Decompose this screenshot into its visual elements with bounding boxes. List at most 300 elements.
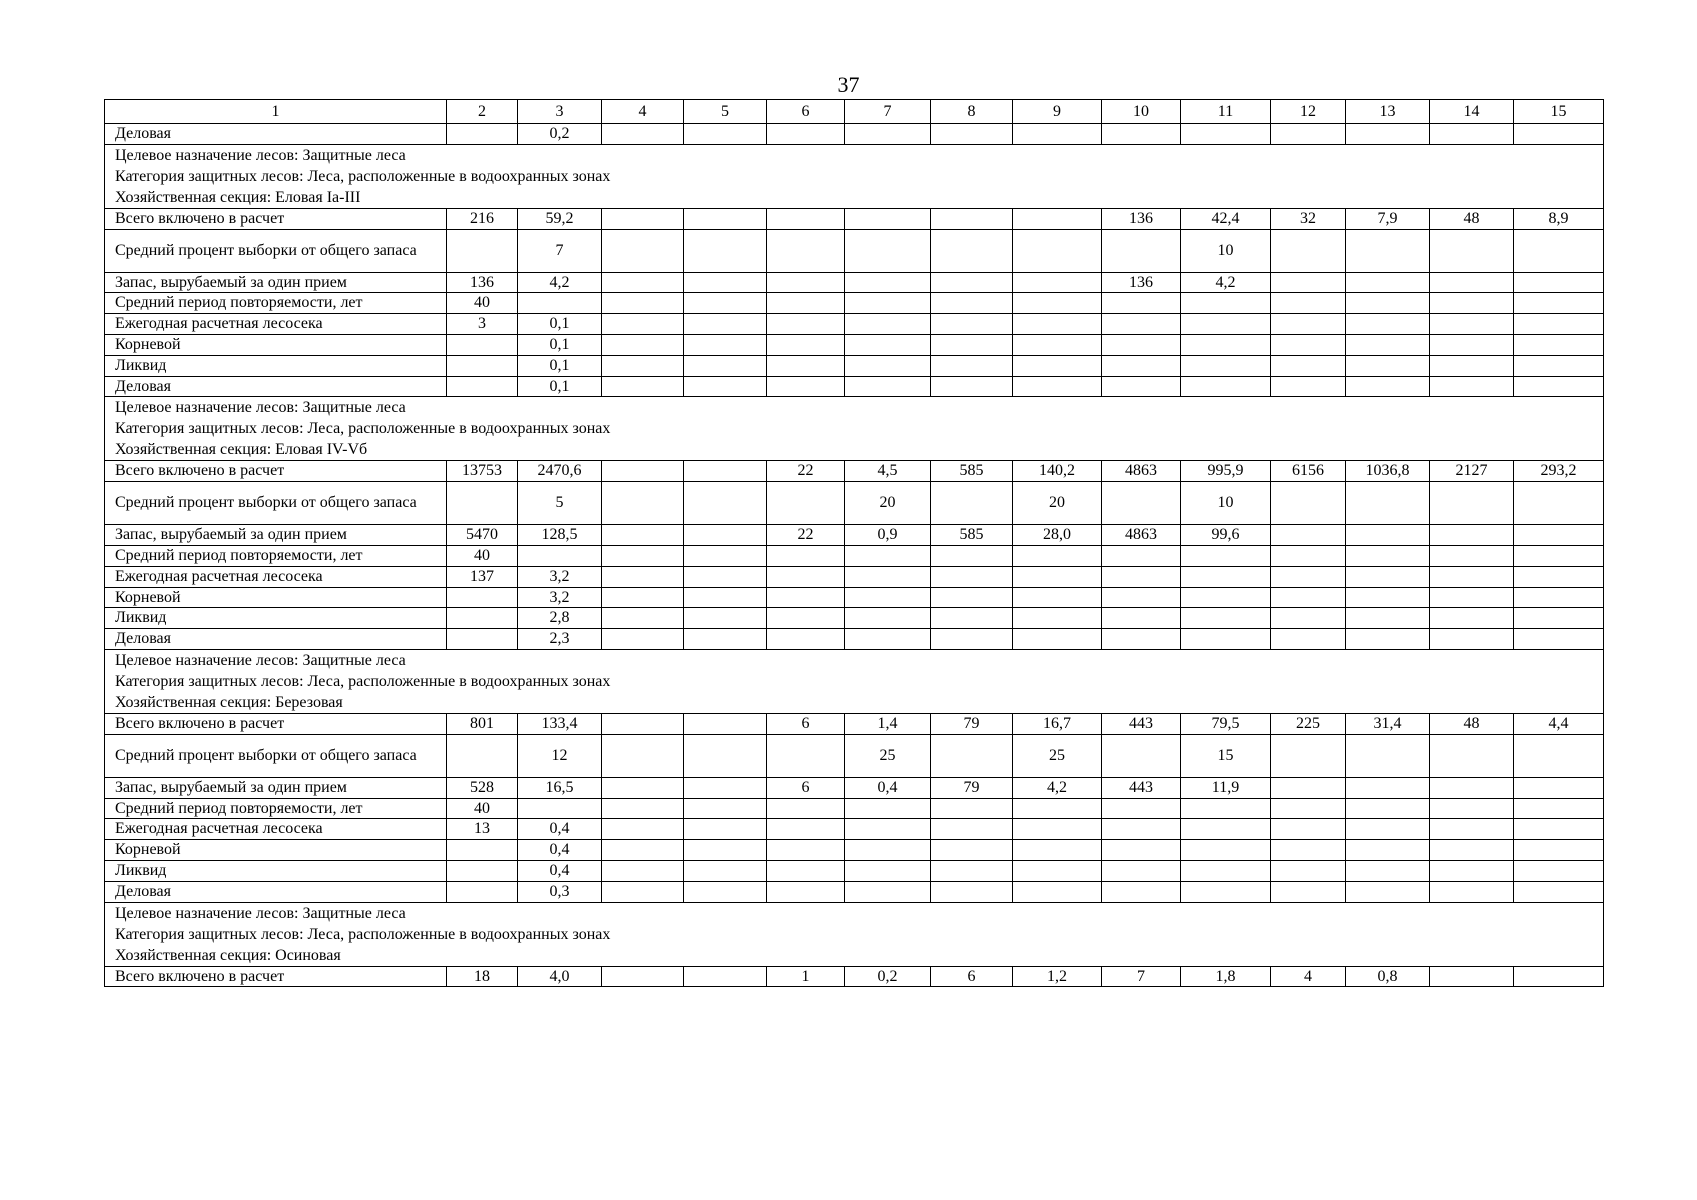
value-cell: 0,4 bbox=[518, 819, 602, 840]
value-cell bbox=[1181, 334, 1271, 355]
row-label: Средний период повторяемости, лет bbox=[105, 798, 447, 819]
table-row bbox=[105, 608, 1604, 629]
value-cell bbox=[684, 840, 767, 861]
value-cell bbox=[1013, 124, 1102, 145]
value-cell bbox=[1181, 860, 1271, 881]
value-cell bbox=[1013, 545, 1102, 566]
value-cell: 13753 bbox=[447, 461, 518, 482]
value-cell: 136 bbox=[1102, 208, 1181, 229]
value-cell bbox=[1271, 566, 1346, 587]
column-number-cell: 11 bbox=[1181, 100, 1271, 124]
value-cell bbox=[684, 334, 767, 355]
table-row bbox=[105, 966, 1604, 987]
row-label: Ежегодная расчетная лесосека bbox=[105, 566, 447, 587]
table-row bbox=[105, 208, 1604, 229]
table-row bbox=[105, 734, 1604, 777]
value-cell bbox=[931, 334, 1013, 355]
value-cell bbox=[1514, 376, 1604, 397]
value-cell: 1,8 bbox=[1181, 966, 1271, 987]
value-cell bbox=[845, 819, 931, 840]
value-cell bbox=[1271, 819, 1346, 840]
value-cell bbox=[845, 376, 931, 397]
value-cell bbox=[1430, 798, 1514, 819]
value-cell bbox=[1346, 566, 1430, 587]
value-cell: 1036,8 bbox=[1346, 461, 1430, 482]
value-cell bbox=[1430, 629, 1514, 650]
value-cell bbox=[1430, 272, 1514, 293]
value-cell bbox=[767, 229, 845, 272]
row-label: Всего включено в расчет bbox=[105, 461, 447, 482]
table-row bbox=[105, 860, 1604, 881]
value-cell bbox=[1102, 293, 1181, 314]
value-cell: 79 bbox=[931, 713, 1013, 734]
value-cell bbox=[1013, 840, 1102, 861]
value-cell bbox=[931, 376, 1013, 397]
value-cell: 22 bbox=[767, 525, 845, 546]
value-cell bbox=[845, 355, 931, 376]
value-cell bbox=[1102, 629, 1181, 650]
value-cell bbox=[1181, 881, 1271, 902]
row-label: Корневой bbox=[105, 587, 447, 608]
value-cell bbox=[767, 376, 845, 397]
value-cell: 1,4 bbox=[845, 713, 931, 734]
value-cell bbox=[931, 881, 1013, 902]
row-label: Ликвид bbox=[105, 860, 447, 881]
table-row bbox=[105, 525, 1604, 546]
value-cell: 4 bbox=[1271, 966, 1346, 987]
value-cell bbox=[1430, 777, 1514, 798]
column-number-cell: 13 bbox=[1346, 100, 1430, 124]
section-line: Категория защитных лесов: Леса, расположенные в водоохранных зонах bbox=[115, 167, 611, 185]
value-cell bbox=[1514, 566, 1604, 587]
value-cell bbox=[1514, 734, 1604, 777]
value-cell: 0,8 bbox=[1346, 966, 1430, 987]
section-header-row bbox=[105, 144, 1604, 208]
value-cell bbox=[1430, 525, 1514, 546]
table-row bbox=[105, 819, 1604, 840]
value-cell bbox=[931, 314, 1013, 335]
value-cell: 216 bbox=[447, 208, 518, 229]
value-cell bbox=[447, 629, 518, 650]
value-cell bbox=[1013, 608, 1102, 629]
value-cell bbox=[602, 881, 684, 902]
row-label: Средний процент выборки от общего запаса bbox=[105, 482, 447, 525]
table-row bbox=[105, 314, 1604, 335]
section-line: Категория защитных лесов: Леса, расположенные в водоохранных зонах bbox=[115, 672, 611, 690]
value-cell bbox=[602, 819, 684, 840]
value-cell bbox=[1102, 124, 1181, 145]
value-cell bbox=[1013, 819, 1102, 840]
value-cell bbox=[845, 798, 931, 819]
row-label: Деловая bbox=[105, 881, 447, 902]
section-line: Целевое назначение лесов: Защитные леса bbox=[115, 146, 406, 164]
value-cell bbox=[767, 819, 845, 840]
value-cell bbox=[767, 587, 845, 608]
value-cell bbox=[1181, 124, 1271, 145]
value-cell bbox=[1102, 798, 1181, 819]
table-row bbox=[105, 587, 1604, 608]
value-cell bbox=[684, 566, 767, 587]
value-cell bbox=[845, 314, 931, 335]
value-cell bbox=[1346, 525, 1430, 546]
value-cell bbox=[1102, 860, 1181, 881]
row-label: Корневой bbox=[105, 334, 447, 355]
value-cell: 48 bbox=[1430, 208, 1514, 229]
value-cell bbox=[447, 734, 518, 777]
value-cell: 140,2 bbox=[1013, 461, 1102, 482]
value-cell: 2,8 bbox=[518, 608, 602, 629]
value-cell bbox=[931, 229, 1013, 272]
value-cell bbox=[1271, 840, 1346, 861]
value-cell bbox=[931, 566, 1013, 587]
value-cell: 225 bbox=[1271, 713, 1346, 734]
value-cell bbox=[1514, 629, 1604, 650]
value-cell: 25 bbox=[1013, 734, 1102, 777]
value-cell bbox=[845, 334, 931, 355]
value-cell bbox=[1430, 566, 1514, 587]
value-cell: 5470 bbox=[447, 525, 518, 546]
value-cell bbox=[1346, 777, 1430, 798]
section-description bbox=[105, 144, 1604, 208]
table-row bbox=[105, 798, 1604, 819]
row-label: Средний период повторяемости, лет bbox=[105, 293, 447, 314]
value-cell bbox=[1514, 314, 1604, 335]
value-cell bbox=[602, 587, 684, 608]
value-cell bbox=[767, 734, 845, 777]
value-cell bbox=[602, 229, 684, 272]
value-cell bbox=[447, 355, 518, 376]
value-cell: 0,1 bbox=[518, 355, 602, 376]
value-cell bbox=[845, 587, 931, 608]
value-cell: 32 bbox=[1271, 208, 1346, 229]
row-label: Запас, вырубаемый за один прием bbox=[105, 272, 447, 293]
value-cell bbox=[845, 124, 931, 145]
value-cell bbox=[684, 272, 767, 293]
row-label: Ежегодная расчетная лесосека bbox=[105, 314, 447, 335]
value-cell bbox=[1181, 376, 1271, 397]
value-cell bbox=[1102, 587, 1181, 608]
value-cell bbox=[1013, 314, 1102, 335]
value-cell bbox=[602, 629, 684, 650]
value-cell bbox=[1514, 293, 1604, 314]
value-cell bbox=[845, 608, 931, 629]
value-cell: 15 bbox=[1181, 734, 1271, 777]
value-cell: 443 bbox=[1102, 777, 1181, 798]
value-cell: 48 bbox=[1430, 713, 1514, 734]
value-cell bbox=[1102, 314, 1181, 335]
value-cell bbox=[684, 629, 767, 650]
value-cell bbox=[767, 355, 845, 376]
value-cell: 7 bbox=[518, 229, 602, 272]
table-row bbox=[105, 840, 1604, 861]
value-cell bbox=[767, 208, 845, 229]
row-label: Всего включено в расчет bbox=[105, 208, 447, 229]
table-row bbox=[105, 482, 1604, 525]
value-cell bbox=[1181, 355, 1271, 376]
value-cell bbox=[1514, 525, 1604, 546]
value-cell bbox=[1181, 629, 1271, 650]
value-cell: 42,4 bbox=[1181, 208, 1271, 229]
value-cell bbox=[767, 124, 845, 145]
value-cell bbox=[1430, 608, 1514, 629]
table-body bbox=[105, 100, 1604, 987]
value-cell bbox=[1346, 798, 1430, 819]
section-header-row bbox=[105, 649, 1604, 713]
section-description bbox=[105, 397, 1604, 461]
column-number-cell: 3 bbox=[518, 100, 602, 124]
value-cell bbox=[1181, 587, 1271, 608]
value-cell bbox=[684, 713, 767, 734]
value-cell bbox=[447, 376, 518, 397]
row-label: Ежегодная расчетная лесосека bbox=[105, 819, 447, 840]
value-cell bbox=[767, 798, 845, 819]
value-cell bbox=[447, 587, 518, 608]
column-number-cell: 5 bbox=[684, 100, 767, 124]
value-cell bbox=[1346, 881, 1430, 902]
value-cell: 585 bbox=[931, 461, 1013, 482]
value-cell bbox=[1181, 545, 1271, 566]
table-row bbox=[105, 777, 1604, 798]
value-cell bbox=[447, 860, 518, 881]
value-cell bbox=[447, 840, 518, 861]
value-cell: 7 bbox=[1102, 966, 1181, 987]
value-cell: 136 bbox=[1102, 272, 1181, 293]
table-row bbox=[105, 355, 1604, 376]
value-cell bbox=[602, 860, 684, 881]
value-cell bbox=[684, 314, 767, 335]
value-cell bbox=[684, 819, 767, 840]
row-label: Деловая bbox=[105, 124, 447, 145]
section-line: Хозяйственная секция: Еловая Ia-III bbox=[115, 188, 361, 206]
value-cell bbox=[1346, 124, 1430, 145]
value-cell: 528 bbox=[447, 777, 518, 798]
row-label: Корневой bbox=[105, 840, 447, 861]
column-number-cell: 8 bbox=[931, 100, 1013, 124]
value-cell bbox=[602, 376, 684, 397]
value-cell bbox=[602, 798, 684, 819]
value-cell bbox=[1013, 208, 1102, 229]
value-cell: 4,2 bbox=[1013, 777, 1102, 798]
value-cell bbox=[767, 272, 845, 293]
value-cell bbox=[518, 545, 602, 566]
value-cell bbox=[1346, 587, 1430, 608]
value-cell bbox=[1514, 545, 1604, 566]
table-row bbox=[105, 713, 1604, 734]
value-cell bbox=[684, 376, 767, 397]
value-cell: 5 bbox=[518, 482, 602, 525]
value-cell bbox=[602, 314, 684, 335]
value-cell: 79,5 bbox=[1181, 713, 1271, 734]
value-cell bbox=[845, 881, 931, 902]
value-cell bbox=[684, 798, 767, 819]
value-cell bbox=[1013, 376, 1102, 397]
value-cell bbox=[1514, 124, 1604, 145]
section-line: Целевое назначение лесов: Защитные леса bbox=[115, 399, 406, 417]
value-cell bbox=[1181, 840, 1271, 861]
value-cell: 40 bbox=[447, 293, 518, 314]
value-cell: 18 bbox=[447, 966, 518, 987]
value-cell: 4863 bbox=[1102, 461, 1181, 482]
row-label: Средний процент выборки от общего запаса bbox=[105, 229, 447, 272]
value-cell bbox=[1430, 860, 1514, 881]
value-cell bbox=[1102, 545, 1181, 566]
value-cell bbox=[1430, 314, 1514, 335]
column-number-cell: 1 bbox=[105, 100, 447, 124]
value-cell: 1,2 bbox=[1013, 966, 1102, 987]
value-cell: 40 bbox=[447, 798, 518, 819]
column-number-cell: 12 bbox=[1271, 100, 1346, 124]
value-cell: 0,4 bbox=[845, 777, 931, 798]
value-cell bbox=[602, 840, 684, 861]
value-cell bbox=[602, 334, 684, 355]
value-cell bbox=[1271, 629, 1346, 650]
value-cell bbox=[447, 482, 518, 525]
value-cell bbox=[931, 545, 1013, 566]
value-cell: 6 bbox=[767, 777, 845, 798]
section-line: Хозяйственная секция: Березовая bbox=[115, 693, 343, 711]
value-cell bbox=[931, 629, 1013, 650]
value-cell bbox=[684, 482, 767, 525]
value-cell bbox=[931, 272, 1013, 293]
value-cell bbox=[1271, 545, 1346, 566]
value-cell bbox=[1271, 334, 1346, 355]
value-cell bbox=[1514, 229, 1604, 272]
value-cell: 136 bbox=[447, 272, 518, 293]
value-cell bbox=[767, 629, 845, 650]
table-row bbox=[105, 229, 1604, 272]
value-cell: 0,2 bbox=[845, 966, 931, 987]
value-cell: 801 bbox=[447, 713, 518, 734]
value-cell bbox=[1514, 840, 1604, 861]
column-number-cell: 9 bbox=[1013, 100, 1102, 124]
section-header-row bbox=[105, 397, 1604, 461]
value-cell bbox=[1430, 334, 1514, 355]
table-row bbox=[105, 881, 1604, 902]
value-cell bbox=[684, 587, 767, 608]
forest-harvest-table bbox=[104, 99, 1604, 987]
value-cell bbox=[931, 482, 1013, 525]
value-cell bbox=[1514, 608, 1604, 629]
value-cell bbox=[602, 525, 684, 546]
value-cell bbox=[1430, 293, 1514, 314]
value-cell bbox=[1102, 229, 1181, 272]
value-cell bbox=[1271, 293, 1346, 314]
value-cell: 128,5 bbox=[518, 525, 602, 546]
value-cell bbox=[1346, 819, 1430, 840]
value-cell: 22 bbox=[767, 461, 845, 482]
value-cell: 13 bbox=[447, 819, 518, 840]
value-cell bbox=[931, 608, 1013, 629]
value-cell bbox=[1346, 376, 1430, 397]
value-cell bbox=[1271, 734, 1346, 777]
value-cell bbox=[845, 229, 931, 272]
column-number-cell: 6 bbox=[767, 100, 845, 124]
value-cell bbox=[602, 124, 684, 145]
value-cell bbox=[684, 124, 767, 145]
value-cell: 0,1 bbox=[518, 334, 602, 355]
value-cell bbox=[1102, 334, 1181, 355]
value-cell bbox=[1013, 798, 1102, 819]
value-cell bbox=[1430, 881, 1514, 902]
value-cell: 2,3 bbox=[518, 629, 602, 650]
value-cell: 3,2 bbox=[518, 566, 602, 587]
value-cell bbox=[1514, 798, 1604, 819]
value-cell bbox=[1430, 966, 1514, 987]
value-cell bbox=[845, 208, 931, 229]
value-cell bbox=[845, 566, 931, 587]
value-cell bbox=[767, 482, 845, 525]
value-cell bbox=[1271, 272, 1346, 293]
value-cell: 0,1 bbox=[518, 376, 602, 397]
value-cell: 10 bbox=[1181, 482, 1271, 525]
row-label: Средний период повторяемости, лет bbox=[105, 545, 447, 566]
value-cell bbox=[767, 840, 845, 861]
value-cell bbox=[1013, 272, 1102, 293]
value-cell bbox=[602, 272, 684, 293]
section-line: Хозяйственная секция: Еловая IV-Vб bbox=[115, 441, 368, 459]
section-line: Целевое назначение лесов: Защитные леса bbox=[115, 904, 406, 922]
value-cell bbox=[1102, 840, 1181, 861]
value-cell bbox=[1102, 566, 1181, 587]
column-number-cell: 4 bbox=[602, 100, 684, 124]
table-row bbox=[105, 293, 1604, 314]
value-cell bbox=[1346, 272, 1430, 293]
value-cell bbox=[1271, 229, 1346, 272]
value-cell: 0,4 bbox=[518, 860, 602, 881]
value-cell bbox=[1514, 587, 1604, 608]
value-cell bbox=[845, 840, 931, 861]
value-cell bbox=[1102, 734, 1181, 777]
value-cell: 443 bbox=[1102, 713, 1181, 734]
value-cell bbox=[602, 461, 684, 482]
section-header-row bbox=[105, 902, 1604, 966]
column-number-cell: 10 bbox=[1102, 100, 1181, 124]
value-cell bbox=[684, 461, 767, 482]
section-line: Категория защитных лесов: Леса, расположенные в водоохранных зонах bbox=[115, 420, 611, 438]
value-cell bbox=[1102, 881, 1181, 902]
value-cell bbox=[1430, 355, 1514, 376]
value-cell bbox=[1271, 376, 1346, 397]
value-cell: 995,9 bbox=[1181, 461, 1271, 482]
value-cell bbox=[684, 355, 767, 376]
value-cell: 2470,6 bbox=[518, 461, 602, 482]
value-cell bbox=[1271, 608, 1346, 629]
value-cell: 11,9 bbox=[1181, 777, 1271, 798]
value-cell bbox=[1514, 355, 1604, 376]
value-cell: 31,4 bbox=[1346, 713, 1430, 734]
value-cell bbox=[447, 229, 518, 272]
value-cell bbox=[845, 272, 931, 293]
value-cell: 4863 bbox=[1102, 525, 1181, 546]
value-cell: 293,2 bbox=[1514, 461, 1604, 482]
value-cell bbox=[1514, 777, 1604, 798]
table-row bbox=[105, 566, 1604, 587]
value-cell bbox=[1102, 819, 1181, 840]
value-cell bbox=[684, 966, 767, 987]
value-cell bbox=[1514, 334, 1604, 355]
table-row bbox=[105, 272, 1604, 293]
value-cell bbox=[1102, 482, 1181, 525]
value-cell bbox=[684, 525, 767, 546]
value-cell: 0,4 bbox=[518, 840, 602, 861]
value-cell bbox=[767, 293, 845, 314]
value-cell bbox=[1013, 587, 1102, 608]
value-cell bbox=[1346, 860, 1430, 881]
section-line: Целевое назначение лесов: Защитные леса bbox=[115, 651, 406, 669]
value-cell bbox=[1346, 355, 1430, 376]
page-number: 37 bbox=[837, 72, 860, 97]
value-cell bbox=[1013, 293, 1102, 314]
